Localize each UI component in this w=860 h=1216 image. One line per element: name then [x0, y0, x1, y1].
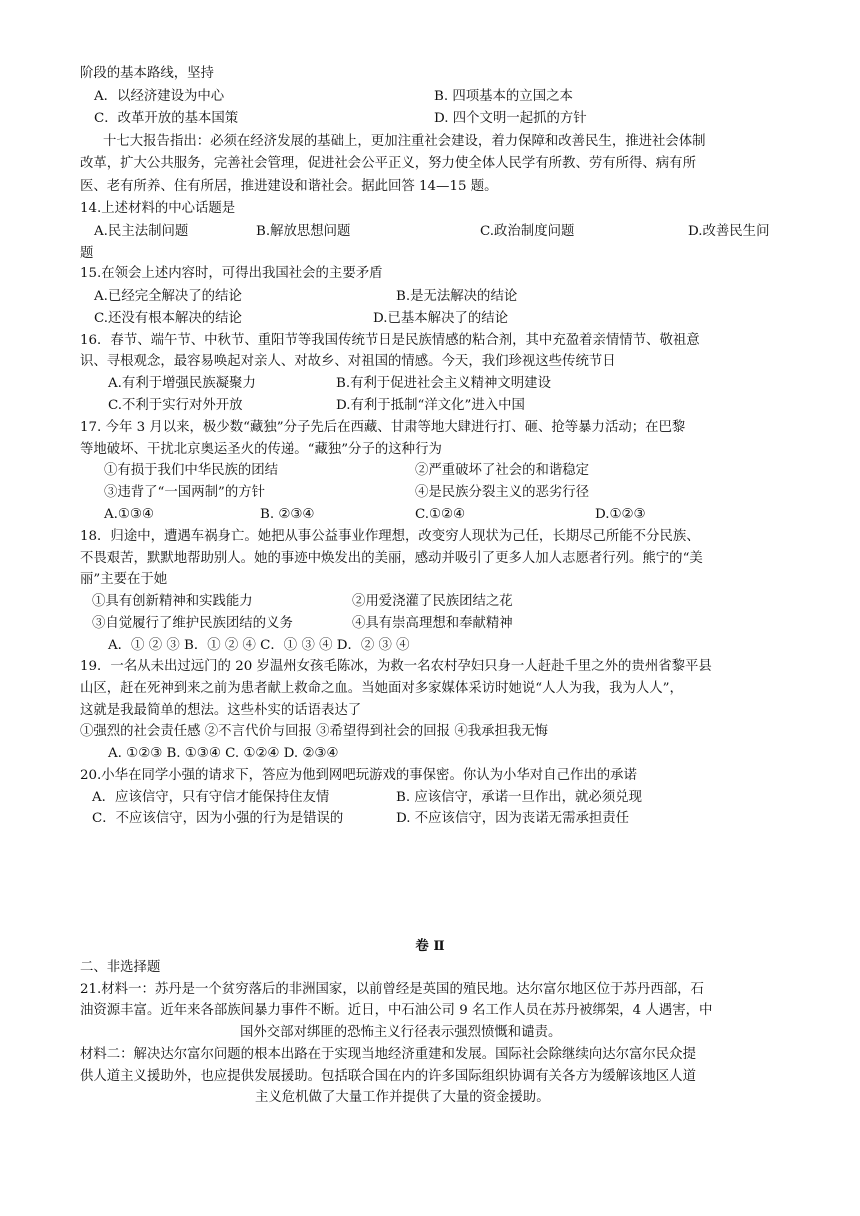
statement-3: ③违背了“一国两制”的方针	[104, 485, 265, 500]
option-c: C.①②④	[415, 507, 466, 522]
option-d: D.改善民生问	[688, 224, 770, 239]
text-line: 供人道主义援助外，也应提供发展援助。包括联合国在内的许多国际组织协调有关各方为缓解该地区人道	[80, 1069, 696, 1084]
text-line: 阶段的基本路线，坚持	[80, 66, 214, 81]
text-line: 题	[80, 246, 94, 261]
text-line: 不畏艰苦，默默地帮助别人。她的事迹中焕发出的美丽，感动并吸引了更多人加人志愿者行列。熊宁的“美	[80, 551, 703, 566]
question-21: 21.材料一：苏丹是一个贫穷落后的非洲国家，以前曾经是英国的殖民地。达尔富尔地区位于苏丹西部，石	[80, 982, 704, 997]
text-line: 山区，赶在死神到来之前为患者献上救命之血。当她面对多家媒体采访时她说“人人为我，我为人人”，	[80, 681, 683, 696]
option-a: A.有利于增强民族凝聚力	[108, 376, 256, 391]
option-d: D.有利于抵制“洋文化”进入中国	[336, 398, 525, 413]
text-line: 等地破坏、干扰北京奥运圣火的传递。“藏独”分子的这种行为	[80, 442, 442, 457]
option-c: C.政治制度问题	[480, 224, 575, 239]
option-a: A．应该信守，只有守信才能保持住友情	[92, 790, 330, 805]
option-b: B.解放思想问题	[256, 224, 351, 239]
option-a: A.①③④	[104, 507, 154, 522]
question-14: 14.上述材料的中心话题是	[80, 201, 236, 216]
question-16: 16．春节、端午节、中秋节、重阳节等我国传统节日是民族情感的粘合剂，其中充盈着亲情情节、敬祖意	[80, 333, 700, 348]
statement-4: ④具有崇高理想和奉献精神	[352, 616, 513, 631]
volume-heading: 卷 Ⅱ	[415, 938, 445, 954]
option-c: C.不利于实行对外开放	[108, 398, 243, 413]
statement-3: ③自觉履行了维护民族团结的义务	[92, 616, 293, 631]
text-line: 医、老有所养、住有所居，推进建设和谐社会。据此回答 14—15 题。	[80, 179, 498, 194]
options-row: A. ①②③ B. ①③④ C. ①②④ D. ②③④	[108, 746, 339, 761]
option-c: C.还没有根本解决的结论	[94, 311, 242, 326]
text-line: 国外交部对绑匪的恐怖主义行径表示强烈愤慨和谴责。	[240, 1025, 562, 1040]
material-2: 材料二：解决达尔富尔问题的根本出路在于实现当地经济重建和发展。国际社会除继续向达尔富尔民众提	[80, 1047, 696, 1062]
text-line: 改革，扩大公共服务，完善社会管理，促进社会公平正义，努力使全体人民学有所教、劳有所得、病有所	[80, 156, 696, 171]
statement-2: ②严重破坏了社会的和谐稳定	[415, 463, 590, 478]
statements-row: ①强烈的社会责任感 ②不言代价与回报 ③希望得到社会的回报 ④我承担我无悔	[80, 724, 549, 739]
text-line: 主义危机做了大量工作并提供了大量的资金援助。	[255, 1090, 550, 1105]
statement-2: ②用爱浇灌了民族团结之花	[352, 594, 513, 609]
question-15: 15.在领会上述内容时，可得出我国社会的主要矛盾	[80, 266, 383, 281]
statement-4: ④是民族分裂主义的恶劣行径	[415, 485, 590, 500]
question-17: 17. 今年 3 月以来，极少数“藏独”分子先后在西藏、甘肃等地大肆进行打、砸、抢等暴力活动；在巴黎	[80, 420, 686, 435]
option-b: B. ②③④	[260, 507, 315, 522]
statement-1: ①有损于我们中华民族的团结	[104, 463, 279, 478]
text-line: 这就是我最简单的想法。这些朴实的话语表达了	[80, 703, 362, 718]
option-d: D. 四个文明一起抓的方针	[434, 111, 587, 126]
option-b: B. 四项基本的立国之本	[434, 89, 573, 104]
options-row: A．① ② ③ B．① ② ④ C．① ③ ④ D．② ③ ④	[108, 638, 410, 653]
option-b: B.有利于促进社会主义精神文明建设	[336, 376, 551, 391]
text-line: 十七大报告指出：必须在经济发展的基础上，更加注重社会建设，着力保障和改善民生，推进社会体制	[103, 134, 706, 149]
option-c: C．改革开放的基本国策	[94, 111, 239, 126]
option-a: A.民主法制问题	[94, 224, 189, 239]
question-18: 18．归途中，遭遇车祸身亡。她把从事公益事业作理想，改变穷人现状为己任，长期尽己所能不分民族、	[80, 529, 700, 544]
option-d: D. 不应该信守，因为丧诺无需承担责任	[396, 811, 630, 826]
option-a: A．以经济建设为中心	[94, 89, 225, 104]
question-20: 20.小华在同学小强的请求下，答应为他到网吧玩游戏的事保密。你认为小华对自己作出的承诺	[80, 768, 637, 783]
question-19: 19．一名从未出过远门的 20 岁温州女孩毛陈冰，为救一名农村孕妇只身一人赶赴千里之外的贵州省黎平县	[80, 659, 712, 674]
option-c: C．不应该信守，因为小强的行为是错误的	[92, 811, 344, 826]
text-line: 油资源丰富。近年来各部族间暴力事件不断。近日，中石油公司 9 名工作人员在苏丹被绑架，4 人遇害，中	[80, 1003, 713, 1018]
option-b: B.是无法解决的结论	[396, 289, 518, 304]
text-line: 丽”主要在于她	[80, 572, 168, 587]
statement-1: ①具有创新精神和实践能力	[92, 594, 253, 609]
option-b: B. 应该信守，承诺一旦作出，就必须兑现	[396, 790, 642, 805]
text-line: 识、寻根观念，最容易唤起对亲人、对故乡、对祖国的情感。今天，我们珍视这些传统节日	[80, 354, 616, 369]
option-d: D.已基本解决了的结论	[373, 311, 509, 326]
section-heading: 二、非选择题	[80, 960, 161, 975]
option-a: A.已经完全解决了的结论	[94, 289, 242, 304]
option-d: D.①②③	[595, 507, 646, 522]
